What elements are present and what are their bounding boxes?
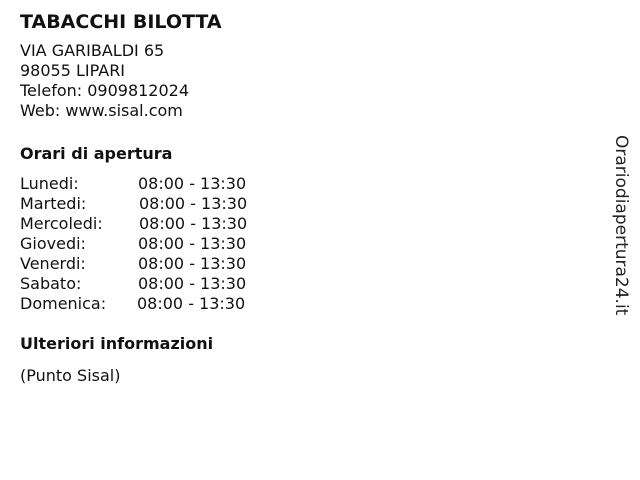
time-range: 08:00 - 13:30	[138, 274, 247, 293]
hours-row-sunday	[20, 294, 580, 314]
web-line: Web: www.sisal.com	[20, 101, 183, 120]
day-label: Giovedi:	[20, 234, 86, 253]
site-watermark: Orariodiapertura24.it	[611, 135, 631, 316]
phone-line: Telefon: 0909812024	[20, 81, 190, 100]
address-city: 98055 LIPARI	[20, 61, 126, 80]
day-label: Sabato:	[20, 274, 82, 293]
hours-row-thursday	[20, 234, 580, 254]
hours-row-tuesday	[20, 194, 580, 214]
store-card	[20, 10, 580, 386]
day-label: Lunedi:	[20, 174, 79, 193]
store-name: TABACCHI BILOTTA	[20, 11, 222, 33]
time-range: 08:00 - 13:30	[138, 234, 247, 253]
address-street: VIA GARIBALDI 65	[20, 41, 165, 60]
opening-hours-list	[20, 174, 580, 314]
more-info-heading: Ulteriori informazioni	[20, 334, 214, 353]
time-range: 08:00 - 13:30	[137, 294, 246, 313]
day-label: Venerdi:	[20, 254, 86, 273]
time-range: 08:00 - 13:30	[139, 214, 248, 233]
time-range: 08:00 - 13:30	[138, 174, 247, 193]
opening-hours-heading: Orari di apertura	[20, 144, 173, 163]
day-label: Mercoledi:	[20, 214, 103, 233]
hours-row-saturday	[20, 274, 580, 294]
more-info-note: (Punto Sisal)	[20, 366, 121, 385]
day-label: Domenica:	[20, 294, 107, 313]
hours-row-wednesday	[20, 214, 580, 234]
time-range: 08:00 - 13:30	[139, 194, 248, 213]
day-label: Martedi:	[20, 194, 87, 213]
hours-row-monday	[20, 174, 580, 194]
hours-row-friday	[20, 254, 580, 274]
time-range: 08:00 - 13:30	[138, 254, 247, 273]
